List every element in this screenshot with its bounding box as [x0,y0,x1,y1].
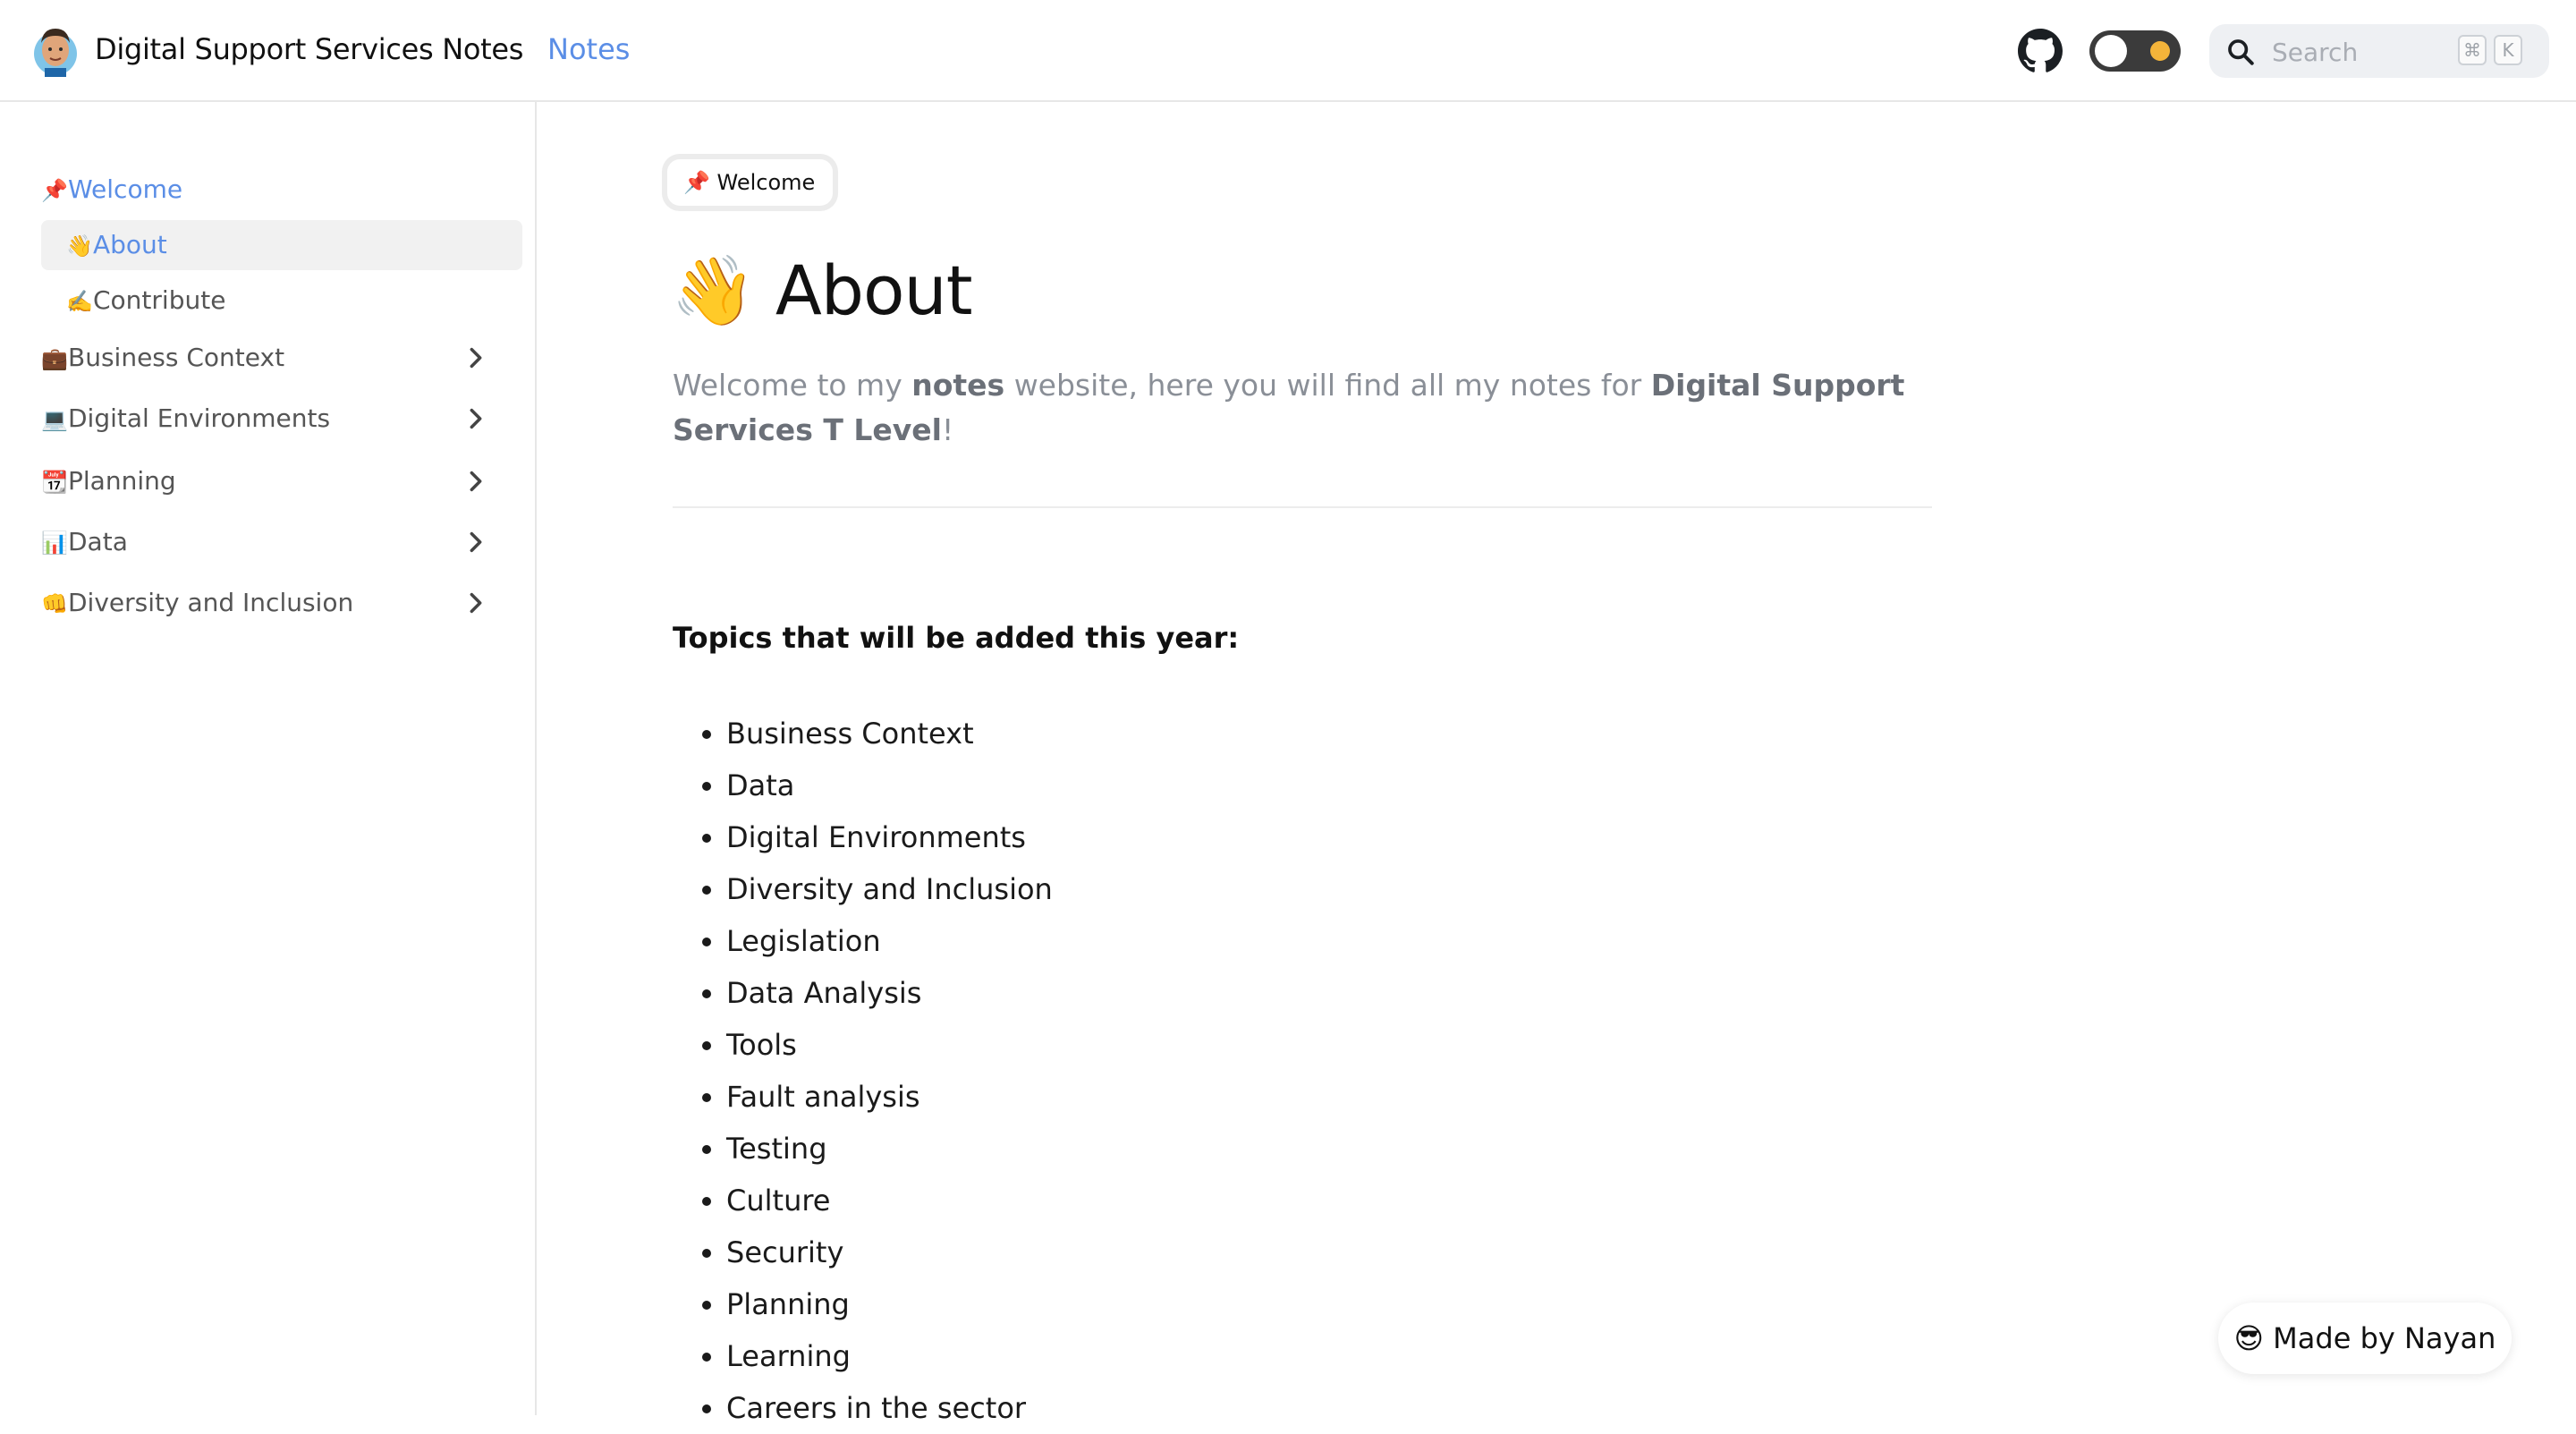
waving-hand-icon: 👋 [671,250,755,330]
sidebar-item-contribute[interactable] [41,276,522,326]
sidebar-item-label: About [93,230,167,259]
github-icon[interactable] [2018,29,2063,73]
sidebar [0,102,537,1415]
sunglasses-icon: 😎 [2233,1321,2264,1355]
breadcrumb-label: Welcome [716,170,816,195]
pin-icon: 📌 [41,178,68,203]
sidebar-item-welcome[interactable] [41,165,524,215]
list-item: • Data [726,759,1053,811]
list-item: • Data Analysis [726,967,1053,1019]
list-item: • Digital Environments [726,811,1053,863]
search-box[interactable] [2209,24,2549,78]
waving-hand-icon: 👋 [66,233,93,259]
site-title[interactable]: Digital Support Services Notes [95,32,524,66]
sun-icon [2150,41,2170,61]
chevron-right-icon[interactable] [463,406,488,431]
sidebar-item-label: Business Context [68,343,285,372]
topic-list [673,708,1053,1434]
intro-paragraph [673,363,1943,453]
list-item: • Business Context [726,708,1053,759]
sidebar-item-label: Data [68,527,128,556]
chevron-right-icon[interactable] [463,469,488,494]
list-item: • Culture [726,1175,1053,1226]
intro-text: website, here you will find all my notes for [1004,368,1651,403]
avatar[interactable] [30,23,80,77]
list-item: • Testing [726,1123,1053,1175]
theme-toggle[interactable] [2089,30,2181,72]
list-item: • Fault analysis [726,1071,1053,1123]
nav-link-notes[interactable]: Notes [547,32,631,66]
sidebar-item-planning[interactable] [41,456,524,506]
writing-hand-icon: ✍️ [66,289,93,314]
bar-chart-icon: 📊 [41,530,68,556]
topics-heading: Topics that will be added this year: [673,621,1240,655]
sidebar-item-data[interactable] [41,517,524,567]
chevron-right-icon[interactable] [463,530,488,555]
list-item: • Planning [726,1278,1053,1330]
list-item: • Learning [726,1330,1053,1382]
fist-icon: 👊 [41,591,68,616]
sidebar-item-label: Welcome [68,174,183,204]
list-item: • Legislation [726,915,1053,967]
search-icon [2225,37,2256,67]
list-item: • Tools [726,1019,1053,1071]
sidebar-item-label: Planning [68,466,176,496]
sidebar-item-diversity-and-inclusion[interactable] [41,578,524,628]
calendar-icon: 📆 [41,470,68,495]
briefcase-icon: 💼 [41,346,68,371]
intro-bold-notes: notes [911,368,1005,403]
laptop-icon: 💻 [41,407,68,432]
pin-icon: 📌 [683,170,710,195]
top-navbar [0,0,2576,102]
sidebar-item-about[interactable] [41,220,522,270]
page-title-text: About [775,250,972,330]
sidebar-item-business-context[interactable] [41,333,524,383]
chevron-right-icon[interactable] [463,345,488,370]
sidebar-item-label: Digital Environments [68,403,331,433]
sidebar-item-label: Contribute [93,285,226,315]
sidebar-item-digital-environments[interactable] [41,394,524,444]
made-by-label: Made by Nayan [2273,1321,2496,1355]
toggle-knob [2095,35,2127,67]
sidebar-item-label: Diversity and Inclusion [68,588,354,617]
chevron-right-icon[interactable] [463,590,488,615]
intro-text: ! [941,412,954,447]
intro-text: Welcome to my [673,368,912,403]
page-title [671,250,972,331]
list-item: • Careers in the sector [726,1382,1053,1434]
kbd-command-key: ⌘ [2458,35,2487,65]
intro-bold-course: Digital Support Services T Level [673,368,1905,447]
search-input[interactable] [2270,35,2453,69]
made-by-badge[interactable] [2218,1302,2512,1374]
kbd-k-key: K [2494,35,2522,65]
list-item: • Diversity and Inclusion [726,863,1053,915]
divider [673,506,1932,508]
list-item: • Security [726,1226,1053,1278]
breadcrumb[interactable] [667,159,833,206]
